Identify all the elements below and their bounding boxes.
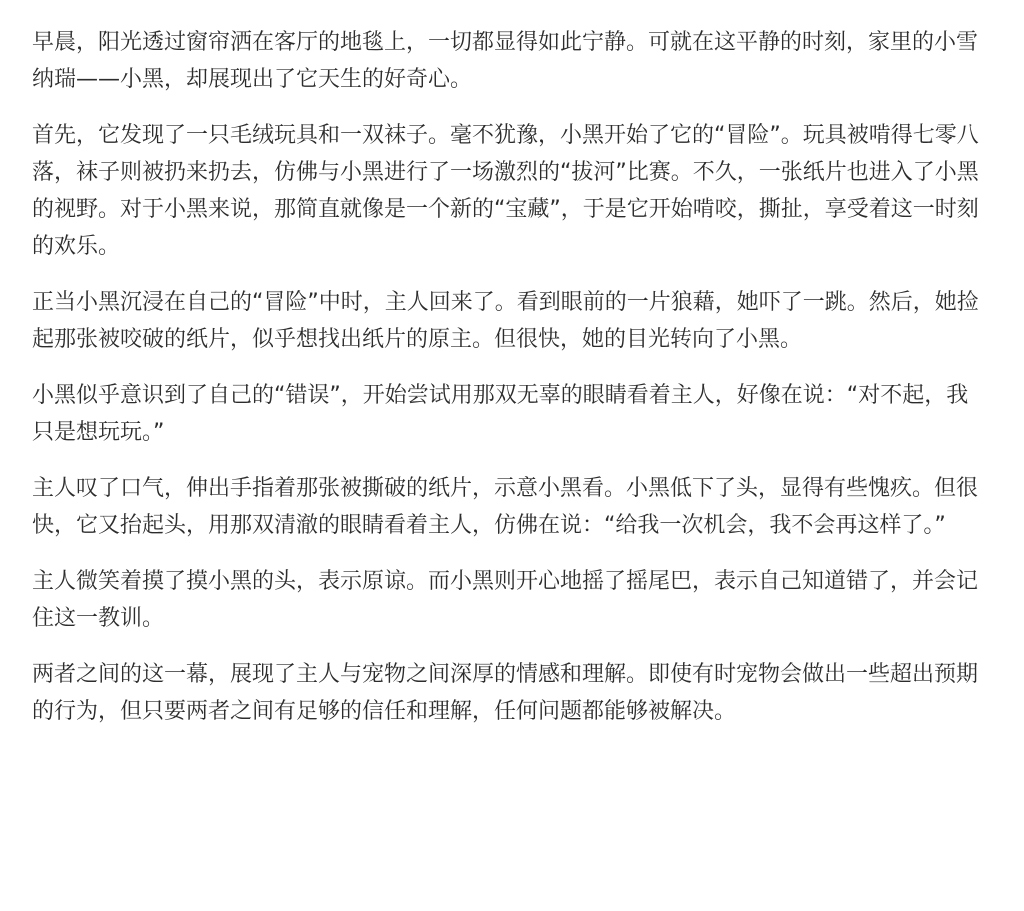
paragraph-forgiveness: 主人微笑着摸了摸小黑的头，表示原谅。而小黑则开心地摇了摇尾巴，表示自己知道错了，并会记住这一教训。 xyxy=(32,569,979,631)
paragraph-apology-look: 小黑似乎意识到了自己的“错误”，开始尝试用那双无辜的眼睛看着主人，好像在说：“对不起，我只是想玩玩。” xyxy=(32,383,969,445)
paragraph-owner-sighs: 主人叹了口气，伸出手指着那张被撕破的纸片，示意小黑看。小黑低下了头，显得有些愧疚。但很快，它又抬起头，用那双清澈的眼睛看着主人，仿佛在说：“给我一次机会，我不会再这样了。” xyxy=(32,476,979,538)
paragraph-owner-returns: 正当小黑沉浸在自己的“冒险”中时，主人回来了。看到眼前的一片狼藉，她吓了一跳。然后，她捡起那张被咬破的纸片，似乎想找出纸片的原主。但很快，她的目光转向了小黑。 xyxy=(32,290,979,352)
paragraph-morning-scene: 早晨，阳光透过窗帘洒在客厅的地毯上，一切都显得如此宁静。可就在这平静的时刻，家里的小雪纳瑞——小黑，却展现出了它天生的好奇心。 xyxy=(32,30,979,92)
paragraph-adventure: 首先，它发现了一只毛绒玩具和一双袜子。毫不犹豫，小黑开始了它的“冒险”。玩具被啃得七零八落，袜子则被扔来扔去，仿佛与小黑进行了一场激烈的“拔河”比赛。不久，一张纸片也进入了小黑的视野。对于小黑来说，那简直就像是一个新的“宝藏”，于是它开始啃咬，撕扯，享受着这一时刻的欢乐。 xyxy=(32,123,979,259)
paragraph-conclusion: 两者之间的这一幕，展现了主人与宠物之间深厚的情感和理解。即使有时宠物会做出一些超出预期的行为，但只要两者之间有足够的信任和理解，任何问题都能够被解决。 xyxy=(32,662,979,724)
